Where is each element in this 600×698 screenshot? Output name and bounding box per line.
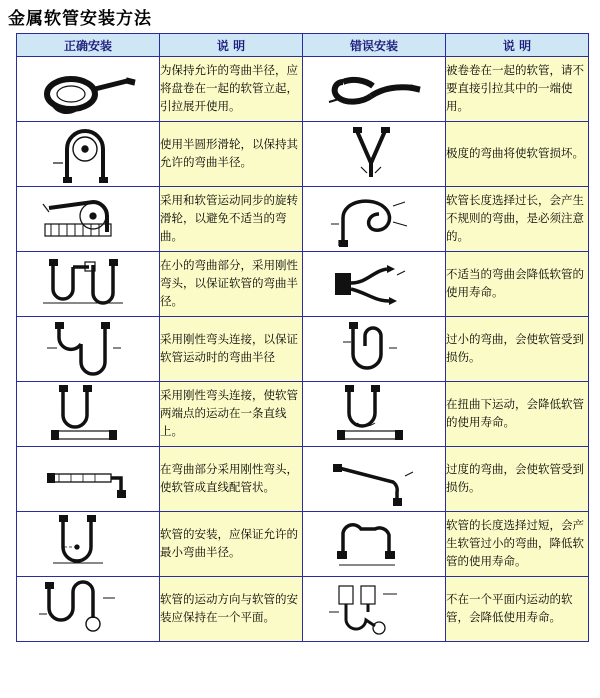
- header-correct-desc: 说 明: [160, 34, 303, 57]
- correct-description: 在弯曲部分采用刚性弯头，使软管成直线配管状。: [160, 447, 303, 512]
- header-wrong-desc: 说 明: [446, 34, 589, 57]
- wrong-illustration-coiled-hose-pulled: [303, 57, 446, 122]
- correct-illustration-rotating-pulley-chain: [17, 187, 160, 252]
- correct-illustration-min-bend-radius-u: [17, 512, 160, 577]
- wrong-description: 软管的长度选择过短，会产生软管过小的弯曲，降低软管的使用寿命。: [446, 512, 589, 577]
- correct-illustration-coiled-hose-flat: [17, 57, 160, 122]
- wrong-description: 过小的弯曲，会使软管受到损伤。: [446, 317, 589, 382]
- correct-illustration-semicircle-pulley-bend: [17, 122, 160, 187]
- table-row: [17, 122, 589, 187]
- correct-description: 在小的弯曲部分，采用刚性弯头，以保证软管的弯曲半径。: [160, 252, 303, 317]
- wrong-illustration-over-tight-u-bend: [303, 317, 446, 382]
- wrong-illustration-too-long-hose-small-bend: [303, 512, 446, 577]
- wrong-illustration-twisted-u-bend: [303, 382, 446, 447]
- header-correct-install: 正确安装: [17, 34, 160, 57]
- table-row: [17, 512, 589, 577]
- correct-description: 为保持允许的弯曲半径，应将盘卷在一起的软管立起，引拉展开使用。: [160, 57, 303, 122]
- wrong-description: 软管长度选择过长，会产生不规则的弯曲，是必须注意的。: [446, 187, 589, 252]
- installation-methods-table: [16, 33, 589, 642]
- table-head: [17, 34, 589, 57]
- correct-description: 使用半圆形滑轮，以保持其允许的弯曲半径。: [160, 122, 303, 187]
- correct-illustration-rigid-elbow-u-loop: [17, 317, 160, 382]
- correct-description: 软管的安装，应保证允许的最小弯曲半径。: [160, 512, 303, 577]
- correct-illustration-straight-pipe-elbow: [17, 447, 160, 512]
- wrong-description: 不适当的弯曲会降低软管的使用寿命。: [446, 252, 589, 317]
- table-row: [17, 317, 589, 382]
- table-row: [17, 382, 589, 447]
- table-row: [17, 577, 589, 642]
- wrong-description: 过度的弯曲，会使软管受到损伤。: [446, 447, 589, 512]
- correct-illustration-rigid-elbow-small-bend: [17, 252, 160, 317]
- wrong-illustration-excessive-bend-angle: [303, 447, 446, 512]
- table-row: [17, 57, 589, 122]
- table-row: [17, 187, 589, 252]
- correct-illustration-motion-same-plane: [17, 577, 160, 642]
- wrong-description: 在扭曲下运动，会降低软管的使用寿命。: [446, 382, 589, 447]
- wrong-illustration-sharp-v-bend: [303, 122, 446, 187]
- correct-description: 采用刚性弯头连接，以保证软管运动时的弯曲半径: [160, 317, 303, 382]
- table-body: [17, 57, 589, 642]
- correct-description: 采用和软管运动同步的旋转滑轮，以避免不适当的弯曲。: [160, 187, 303, 252]
- wrong-description: 不在一个平面内运动的软管，会降低使用寿命。: [446, 577, 589, 642]
- correct-description: 软管的运动方向与软管的安装应保持在一个平面。: [160, 577, 303, 642]
- wrong-illustration-improper-tight-bend: [303, 252, 446, 317]
- page-title: 金属软管安装方法: [8, 9, 152, 29]
- wrong-illustration-long-hose-irregular-bend: [303, 187, 446, 252]
- wrong-description: 极度的弯曲将使软管损坏。: [446, 122, 589, 187]
- header-row: [17, 34, 589, 57]
- correct-description: 采用刚性弯头连接，使软管两端点的运动在一条直线上。: [160, 382, 303, 447]
- correct-illustration-rigid-elbow-straight-ends: [17, 382, 160, 447]
- header-wrong-install: 错误安装: [303, 34, 446, 57]
- table-row: [17, 447, 589, 512]
- table-row: [17, 252, 589, 317]
- wrong-illustration-motion-different-plane: [303, 577, 446, 642]
- wrong-description: 被卷卷在一起的软管，请不要直接引拉其中的一端使用。: [446, 57, 589, 122]
